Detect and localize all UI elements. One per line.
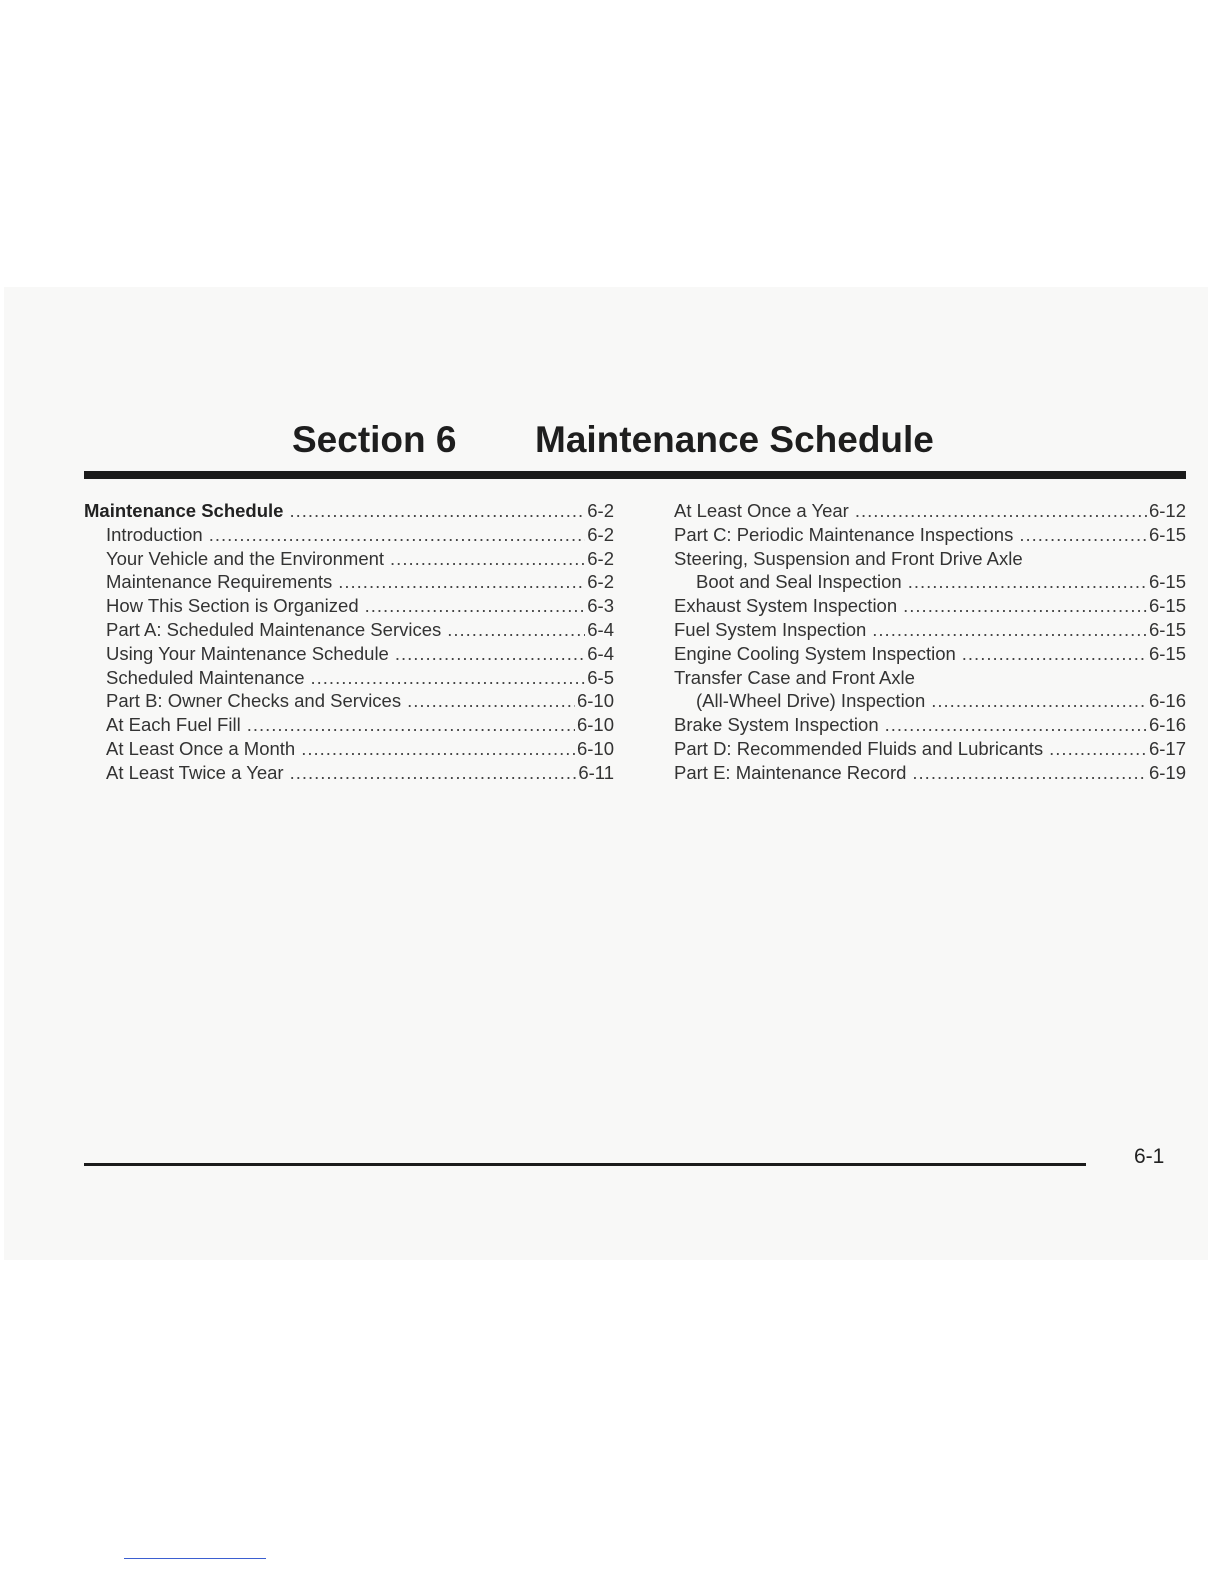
toc-entry-page: 6-10 xyxy=(576,690,614,712)
toc-entry[interactable] xyxy=(84,594,614,618)
toc-entry-page: 6-16 xyxy=(1148,714,1186,736)
toc-entry-page: 6-15 xyxy=(1148,523,1186,545)
toc-entry-page: 6-16 xyxy=(1148,690,1186,712)
toc-entry-label: Introduction xyxy=(106,523,203,545)
toc-entry[interactable] xyxy=(674,761,1186,785)
toc-leader-dots xyxy=(1049,737,1147,761)
section-header xyxy=(4,419,1208,469)
toc-entry[interactable] xyxy=(84,547,614,571)
toc-entry-label: Maintenance Requirements xyxy=(106,571,333,593)
toc-entry-label: At Least Once a Month xyxy=(106,737,296,759)
toc-entry[interactable] xyxy=(84,666,614,690)
toc-leader-dots xyxy=(855,499,1147,523)
toc-leader-dots xyxy=(290,761,577,785)
toc-entry-label: (All-Wheel Drive) Inspection xyxy=(696,690,926,712)
toc-entry[interactable] xyxy=(84,761,614,785)
toc-entry-label: Using Your Maintenance Schedule xyxy=(106,642,389,664)
toc-leader-dots xyxy=(912,761,1147,785)
header-rule xyxy=(84,471,1186,479)
toc-entry[interactable] xyxy=(84,642,614,666)
toc-entry[interactable] xyxy=(674,570,1186,594)
toc-entry[interactable] xyxy=(84,499,614,523)
toc-entry-label: Your Vehicle and the Environment xyxy=(106,547,385,569)
toc-entry-label: Part E: Maintenance Record xyxy=(674,761,907,783)
toc-entry-label: At Each Fuel Fill xyxy=(106,714,241,736)
toc-leader-dots xyxy=(247,713,575,737)
toc-entry-page: 6-2 xyxy=(587,523,614,545)
toc-entry-page: 6-4 xyxy=(587,618,614,640)
toc-leader-dots xyxy=(338,570,585,594)
toc-leader-dots xyxy=(931,689,1147,713)
toc-entry[interactable] xyxy=(674,594,1186,618)
toc-leader-dots xyxy=(365,594,586,618)
toc-entry-page: 6-17 xyxy=(1148,737,1186,759)
toc-leader-dots xyxy=(301,737,575,761)
toc-entry-page: 6-15 xyxy=(1148,642,1186,664)
toc-leader-dots xyxy=(209,523,586,547)
toc-entry[interactable] xyxy=(674,642,1186,666)
toc-entry-label: Engine Cooling System Inspection xyxy=(674,642,956,664)
toc-entry-label: Steering, Suspension and Front Drive Axle xyxy=(674,547,1023,569)
toc-entry-page: 6-5 xyxy=(587,666,614,688)
toc-leader-dots xyxy=(390,547,585,571)
toc-entry-page: 6-15 xyxy=(1148,595,1186,617)
toc-leader-dots xyxy=(1019,523,1147,547)
toc-entry-label: Transfer Case and Front Axle xyxy=(674,666,915,688)
toc-entry-label: At Least Once a Year xyxy=(674,500,849,521)
toc-entry-label: Boot and Seal Inspection xyxy=(696,571,902,593)
section-title: Maintenance Schedule xyxy=(535,419,934,460)
toc-entry-label: Maintenance Schedule xyxy=(84,500,284,521)
toc-leader-dots xyxy=(962,642,1147,666)
toc-left-column xyxy=(84,499,614,785)
toc-entry[interactable] xyxy=(674,499,1186,523)
link-underline xyxy=(124,1558,266,1559)
toc-entry-page: 6-12 xyxy=(1148,500,1186,521)
toc-entry-page: 6-4 xyxy=(587,642,614,664)
toc-entry[interactable] xyxy=(84,737,614,761)
toc-leader-dots xyxy=(395,642,585,666)
toc-entry-label: Part C: Periodic Maintenance Inspections xyxy=(674,523,1014,545)
toc-leader-dots xyxy=(908,570,1147,594)
toc-entry[interactable] xyxy=(674,737,1186,761)
toc-entry[interactable] xyxy=(674,523,1186,547)
toc-leader-dots xyxy=(903,594,1147,618)
toc-leader-dots xyxy=(407,689,575,713)
manual-page xyxy=(4,287,1208,1260)
toc-entry-page: 6-2 xyxy=(587,500,614,521)
toc-entry[interactable] xyxy=(674,713,1186,737)
toc-entry-page: 6-11 xyxy=(578,761,614,783)
toc-entry-label: Brake System Inspection xyxy=(674,714,879,736)
toc-entry[interactable] xyxy=(84,689,614,713)
toc-entry-label: Scheduled Maintenance xyxy=(106,666,305,688)
toc-entry-label: Exhaust System Inspection xyxy=(674,595,898,617)
toc-leader-dots xyxy=(872,618,1147,642)
toc-leader-dots xyxy=(311,666,586,690)
toc-entry-page: 6-19 xyxy=(1148,761,1186,783)
toc-entry[interactable] xyxy=(674,618,1186,642)
toc-entry-page: 6-15 xyxy=(1148,571,1186,593)
toc-entry-page: 6-10 xyxy=(576,737,614,759)
toc-entry-label: Part D: Recommended Fluids and Lubricants xyxy=(674,737,1044,759)
toc-entry[interactable] xyxy=(674,547,1186,571)
toc-right-column xyxy=(674,499,1186,785)
toc-entry-page: 6-2 xyxy=(587,571,614,593)
toc-leader-dots xyxy=(289,499,585,523)
page-number: 6-1 xyxy=(1134,1145,1165,1168)
toc-entry[interactable] xyxy=(84,618,614,642)
toc-entry[interactable] xyxy=(84,713,614,737)
toc-entry-page: 6-10 xyxy=(576,714,614,736)
toc-entry-label: At Least Twice a Year xyxy=(106,761,284,783)
toc-entry[interactable] xyxy=(674,666,1186,690)
toc-leader-dots xyxy=(447,618,585,642)
section-number: Section 6 xyxy=(292,419,457,460)
toc-entry-label: Part B: Owner Checks and Services xyxy=(106,690,402,712)
toc-leader-dots xyxy=(885,713,1147,737)
toc-entry-page: 6-3 xyxy=(587,595,614,617)
toc-entry[interactable] xyxy=(84,523,614,547)
toc-entry[interactable] xyxy=(674,689,1186,713)
toc-entry-page: 6-2 xyxy=(587,547,614,569)
toc-entry-label: How This Section is Organized xyxy=(106,595,359,617)
toc-entry-label: Fuel System Inspection xyxy=(674,618,867,640)
toc-entry[interactable] xyxy=(84,570,614,594)
toc-entry-page: 6-15 xyxy=(1148,618,1186,640)
footer-rule xyxy=(84,1163,1086,1166)
toc-entry-label: Part A: Scheduled Maintenance Services xyxy=(106,618,442,640)
